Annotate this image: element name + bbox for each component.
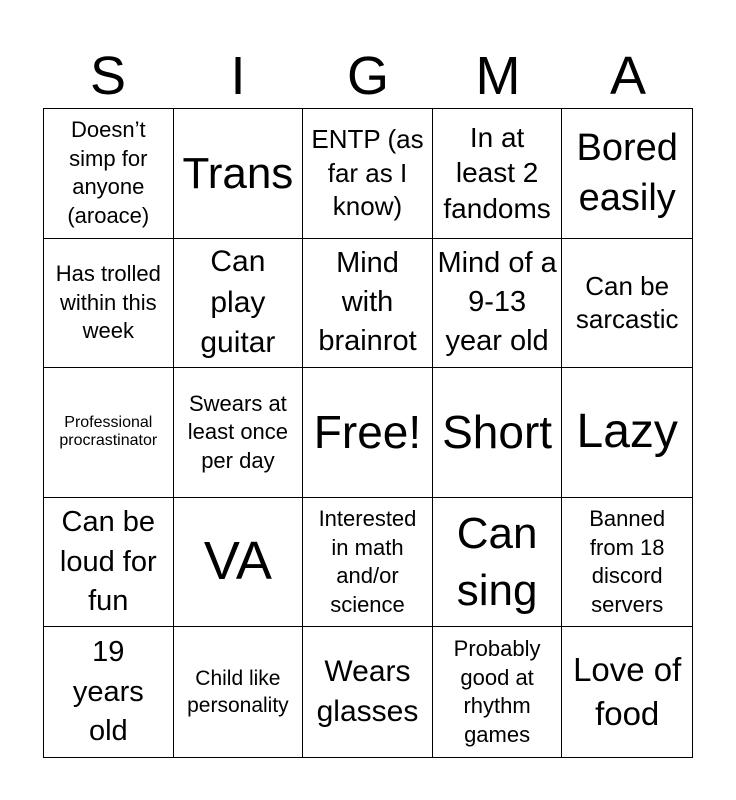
header-letter-s: S xyxy=(89,46,127,106)
bingo-cell[interactable] xyxy=(303,368,433,498)
bingo-cell[interactable] xyxy=(433,109,563,239)
bingo-cell[interactable] xyxy=(174,109,304,239)
bingo-cell[interactable] xyxy=(174,498,304,628)
bingo-cell[interactable] xyxy=(303,109,433,239)
bingo-cell[interactable] xyxy=(303,239,433,369)
bingo-cell-text: ENTP (as far as I know) xyxy=(311,124,424,221)
bingo-cell[interactable] xyxy=(433,627,563,757)
bingo-cell-text: Mind with brainrot xyxy=(318,247,417,358)
bingo-cell[interactable] xyxy=(303,627,433,757)
bingo-header xyxy=(43,40,693,108)
bingo-cell-text: Child like personality xyxy=(187,666,289,718)
bingo-cell-text: Professional procrastinator xyxy=(59,413,158,450)
bingo-cell[interactable] xyxy=(562,368,692,498)
bingo-cell[interactable] xyxy=(174,368,304,498)
bingo-cell-text: VA xyxy=(203,531,272,592)
bingo-cell[interactable] xyxy=(44,109,174,239)
bingo-board xyxy=(43,108,693,758)
header-letter-a: A xyxy=(609,46,647,106)
bingo-cell-text: Banned from 18 discord servers xyxy=(589,505,666,617)
bingo-cell[interactable] xyxy=(174,627,304,757)
header-letter-m: M xyxy=(475,46,521,106)
bingo-cell-text: Can sing xyxy=(456,508,538,616)
bingo-cell[interactable] xyxy=(433,368,563,498)
bingo-cell-text: Can be loud for fun xyxy=(59,506,157,617)
bingo-cell[interactable] xyxy=(44,239,174,369)
bingo-cell-text: Doesn’t simp for anyone (aroace) xyxy=(67,117,150,228)
header-letter-i: I xyxy=(230,46,246,106)
bingo-cell-text: Short xyxy=(442,405,553,458)
bingo-cell[interactable] xyxy=(303,498,433,628)
bingo-cell-text: 19 years old xyxy=(72,636,144,747)
bingo-cell[interactable] xyxy=(174,239,304,369)
bingo-cell-text: Trans xyxy=(182,148,294,198)
bingo-cell-text: Wears glasses xyxy=(316,654,419,729)
bingo-cell-text: Swears at least once per day xyxy=(187,390,289,473)
bingo-cell-text: Probably good at rhythm games xyxy=(453,636,541,747)
bingo-cell-text: Lazy xyxy=(576,405,678,459)
bingo-cell[interactable] xyxy=(44,627,174,757)
bingo-cell[interactable] xyxy=(562,239,692,369)
bingo-cell[interactable] xyxy=(433,498,563,628)
bingo-cell-text: In at least 2 fandoms xyxy=(443,121,551,225)
bingo-cell[interactable] xyxy=(44,368,174,498)
bingo-cell[interactable] xyxy=(562,627,692,757)
bingo-cell-text: Love of food xyxy=(573,650,682,733)
header-letter-g: G xyxy=(346,46,389,106)
bingo-cell[interactable] xyxy=(44,498,174,628)
bingo-cell[interactable] xyxy=(433,239,563,369)
bingo-cell-text: Free! xyxy=(313,405,422,458)
bingo-cell-text: Interested in math and/or science xyxy=(318,505,417,617)
bingo-cell-text: Bored easily xyxy=(576,127,678,220)
bingo-cell-text: Can play guitar xyxy=(200,245,276,360)
bingo-cell-text: Mind of a 9-13 year old xyxy=(437,247,557,358)
bingo-cell[interactable] xyxy=(562,109,692,239)
bingo-cell-text: Can be sarcastic xyxy=(575,270,679,334)
bingo-cell[interactable] xyxy=(562,498,692,628)
bingo-cell-text: Has trolled within this week xyxy=(55,261,161,344)
